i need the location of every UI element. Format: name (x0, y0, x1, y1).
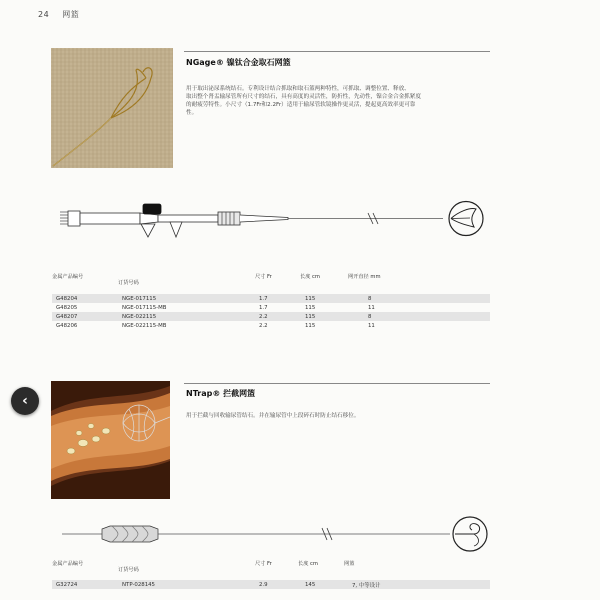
table-cell: 115 (305, 322, 316, 329)
ngage-title: NGage® 镍钛合金取石网篮 (186, 58, 291, 67)
table-cell: 2.2 (255, 312, 301, 321)
table-cell: 11 (368, 322, 375, 329)
ngage-description-line: 性。 (186, 110, 198, 116)
ngage-description-line: 用于取出泌尿系统结石。专利设计结合抓取和取石篮两种特性，可抓取、调整位置、释放、 (186, 86, 410, 92)
table-cell: 115 (305, 304, 316, 311)
table-row (52, 303, 490, 312)
ntrap-product-photo (51, 381, 170, 499)
table-cell: 8 (348, 312, 490, 321)
ngage-device-diagram (58, 195, 498, 247)
table-cell: NGE-022115-MB (122, 322, 167, 329)
table-row (52, 321, 490, 330)
ngage-description (186, 85, 486, 117)
ureter-illustration (51, 381, 170, 499)
basket-photo-illustration (51, 48, 173, 168)
ntrap-col-header-code: 金属产品编号 (52, 561, 84, 567)
previous-page-button[interactable] (11, 387, 39, 415)
table-cell: NGE-022115 (118, 312, 255, 321)
table-cell: G48207 (52, 312, 118, 321)
page-section: 网篮 (62, 10, 80, 19)
ngage-col-header-order: 订货号码 (118, 280, 139, 286)
chevron-left-icon: ‹ (22, 393, 28, 409)
table-cell: 7, 中等设计 (348, 580, 490, 589)
ntrap-col-header-size: 尺寸 Fr (255, 561, 272, 567)
table-cell: NGE-017115-MB (122, 304, 167, 311)
table-row (52, 294, 490, 303)
table-cell: 8 (348, 294, 490, 303)
table-cell: 2.2 (259, 322, 268, 329)
ngage-product-photo (51, 48, 173, 168)
ngage-col-header-length: 长度 cm (300, 274, 320, 280)
table-row (52, 312, 490, 321)
ntrap-device-diagram (60, 512, 500, 556)
ngage-title-rule (184, 51, 490, 52)
table-cell: G48205 (56, 304, 78, 311)
table-cell: 11 (368, 304, 375, 311)
table-cell: G32724 (52, 580, 118, 589)
table-row (52, 580, 490, 589)
ngage-col-header-diameter: 网开直径 mm (348, 274, 381, 280)
ntrap-col-header-length: 长度 cm (298, 561, 318, 567)
page-header (38, 9, 89, 20)
table-cell: 115 (301, 294, 348, 303)
ngage-spec-table (52, 294, 490, 330)
table-cell: NTP-028145 (118, 580, 255, 589)
table-cell: 1.7 (259, 304, 268, 311)
table-cell: G48206 (56, 322, 78, 329)
ntrap-col-header-order: 订货号码 (118, 567, 139, 573)
table-cell: 2.9 (255, 580, 301, 589)
ntrap-description (186, 412, 486, 420)
table-cell: NGE-017115 (118, 294, 255, 303)
ngage-col-header-size: 尺寸 Fr (255, 274, 272, 280)
ngage-description-line: 取出整个肾盂输尿管所有尺寸的结石，具有高度的灵活性，防折性，先动性，镍合金合金抓紧度 (186, 94, 421, 100)
ntrap-description-line: 用于拦截与回收输尿管结石。并在输尿管中上段碎石时防止结石移位。 (186, 413, 360, 419)
ntrap-title: NTrap® 拦截网篮 (186, 389, 256, 398)
ntrap-title-rule (184, 383, 490, 384)
ngage-description-line: 的耐疲劳特性。小尺寸（1.7Fr和2.2Fr）适用于输尿管软镜操作更灵活，提起更高效率更可靠 (186, 102, 416, 108)
ntrap-col-header-basket: 网篮 (344, 561, 355, 567)
page-number: 24 (38, 10, 50, 19)
table-cell: 1.7 (255, 294, 301, 303)
table-cell: 145 (301, 580, 348, 589)
ntrap-spec-table (52, 580, 490, 589)
table-cell: G48204 (52, 294, 118, 303)
table-cell: 115 (301, 312, 348, 321)
ngage-col-header-code: 金属产品编号 (52, 274, 84, 280)
